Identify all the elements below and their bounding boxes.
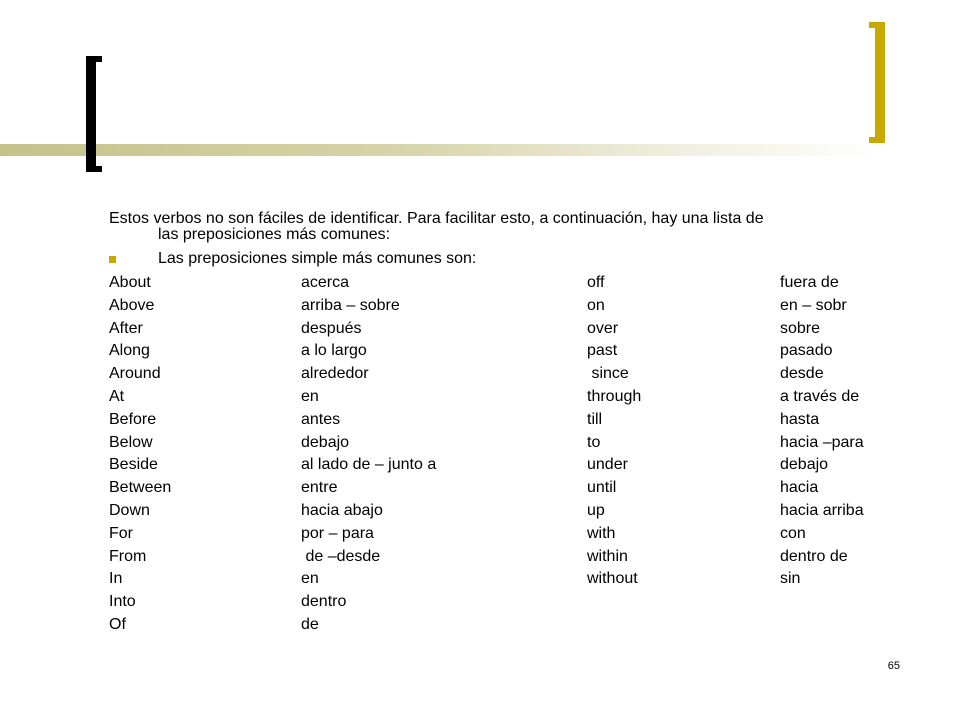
spanish-translation: hasta — [780, 410, 820, 428]
spanish-translation: hacia –para — [780, 433, 864, 451]
spanish-translation: acerca — [301, 274, 350, 291]
table-row — [109, 568, 890, 591]
table-row — [109, 409, 890, 432]
english-preposition: through — [587, 387, 642, 405]
english-preposition: past — [587, 342, 618, 360]
spanish-translation: con — [780, 524, 806, 542]
english-preposition: Along — [109, 342, 150, 360]
english-preposition: up — [587, 501, 605, 519]
english-preposition: At — [109, 387, 125, 405]
english-preposition: Into — [109, 593, 136, 611]
header-gradient-bar — [0, 144, 880, 156]
english-preposition: until — [587, 479, 617, 497]
table-row — [109, 546, 890, 569]
spanish-translation: dentro de — [780, 547, 848, 565]
spanish-translation: hacia — [780, 479, 819, 497]
spanish-translation: en — [301, 387, 319, 405]
bullet-text: Las preposiciones simple más comunes son: — [158, 250, 477, 267]
table-row — [109, 272, 890, 295]
spanish-translation: hacia abajo — [301, 501, 383, 519]
spanish-translation: al lado de – junto a — [301, 456, 437, 474]
left-bracket-decoration — [86, 56, 96, 172]
english-preposition: Beside — [109, 456, 158, 474]
intro-line-1: Estos verbos no son fáciles de identificar. Para facilitar esto, a continuación, hay una lista de — [109, 210, 764, 227]
square-bullet-icon — [109, 256, 116, 263]
english-preposition: under — [587, 456, 628, 474]
table-row — [109, 432, 890, 455]
table-row — [109, 363, 890, 386]
spanish-translation: a través de — [780, 387, 860, 405]
intro-line-2: las preposiciones más comunes: — [158, 226, 391, 243]
table-row — [109, 340, 890, 363]
english-preposition: After — [109, 319, 143, 337]
english-preposition: on — [587, 296, 605, 314]
table-row — [109, 500, 890, 523]
english-preposition — [587, 591, 780, 614]
spanish-translation: debajo — [301, 433, 350, 451]
spanish-translation: hacia arriba — [780, 501, 864, 519]
english-preposition: Before — [109, 410, 157, 428]
prepositions-table — [109, 272, 890, 637]
spanish-translation: dentro — [301, 593, 347, 611]
table-row — [109, 523, 890, 546]
english-preposition: since — [587, 365, 629, 383]
table-row — [109, 318, 890, 341]
spanish-translation: sobre — [780, 319, 821, 337]
english-preposition: Around — [109, 365, 161, 383]
spanish-translation: debajo — [780, 456, 829, 474]
spanish-translation: fuera de — [780, 274, 839, 291]
table-row — [109, 477, 890, 500]
english-preposition: till — [587, 410, 603, 428]
spanish-translation: de — [301, 615, 319, 633]
spanish-translation — [780, 591, 890, 614]
table-row — [109, 454, 890, 477]
english-preposition: with — [587, 524, 616, 542]
spanish-translation: a lo largo — [301, 342, 367, 360]
english-preposition: About — [109, 274, 151, 291]
english-preposition: Down — [109, 501, 150, 519]
english-preposition — [587, 614, 780, 637]
table-row — [109, 614, 890, 637]
english-preposition: over — [587, 319, 619, 337]
english-preposition: Above — [109, 296, 155, 314]
english-preposition: without — [587, 570, 638, 588]
spanish-translation: sin — [780, 570, 801, 588]
english-preposition: Between — [109, 479, 172, 497]
spanish-translation: en — [301, 570, 319, 588]
table-row — [109, 386, 890, 409]
spanish-translation: de –desde — [301, 547, 381, 565]
english-preposition: Below — [109, 433, 153, 451]
english-preposition: off — [587, 274, 605, 291]
english-preposition: within — [587, 547, 628, 565]
spanish-translation: después — [301, 319, 362, 337]
english-preposition: For — [109, 524, 133, 542]
spanish-translation: entre — [301, 479, 338, 497]
spanish-translation: antes — [301, 410, 341, 428]
spanish-translation: arriba – sobre — [301, 296, 400, 314]
english-preposition: to — [587, 433, 601, 451]
table-row — [109, 591, 890, 614]
page-number: 65 — [887, 660, 900, 672]
right-bracket-decoration — [875, 22, 885, 143]
spanish-translation: en – sobr — [780, 296, 847, 314]
intro-paragraph — [109, 211, 889, 243]
spanish-translation: pasado — [780, 342, 833, 360]
spanish-translation: desde — [780, 365, 824, 383]
english-preposition: Of — [109, 615, 126, 633]
table-row — [109, 295, 890, 318]
english-preposition: In — [109, 570, 123, 588]
spanish-translation — [780, 614, 890, 637]
spanish-translation: alrededor — [301, 365, 369, 383]
english-preposition: From — [109, 547, 147, 565]
spanish-translation: por – para — [301, 524, 374, 542]
